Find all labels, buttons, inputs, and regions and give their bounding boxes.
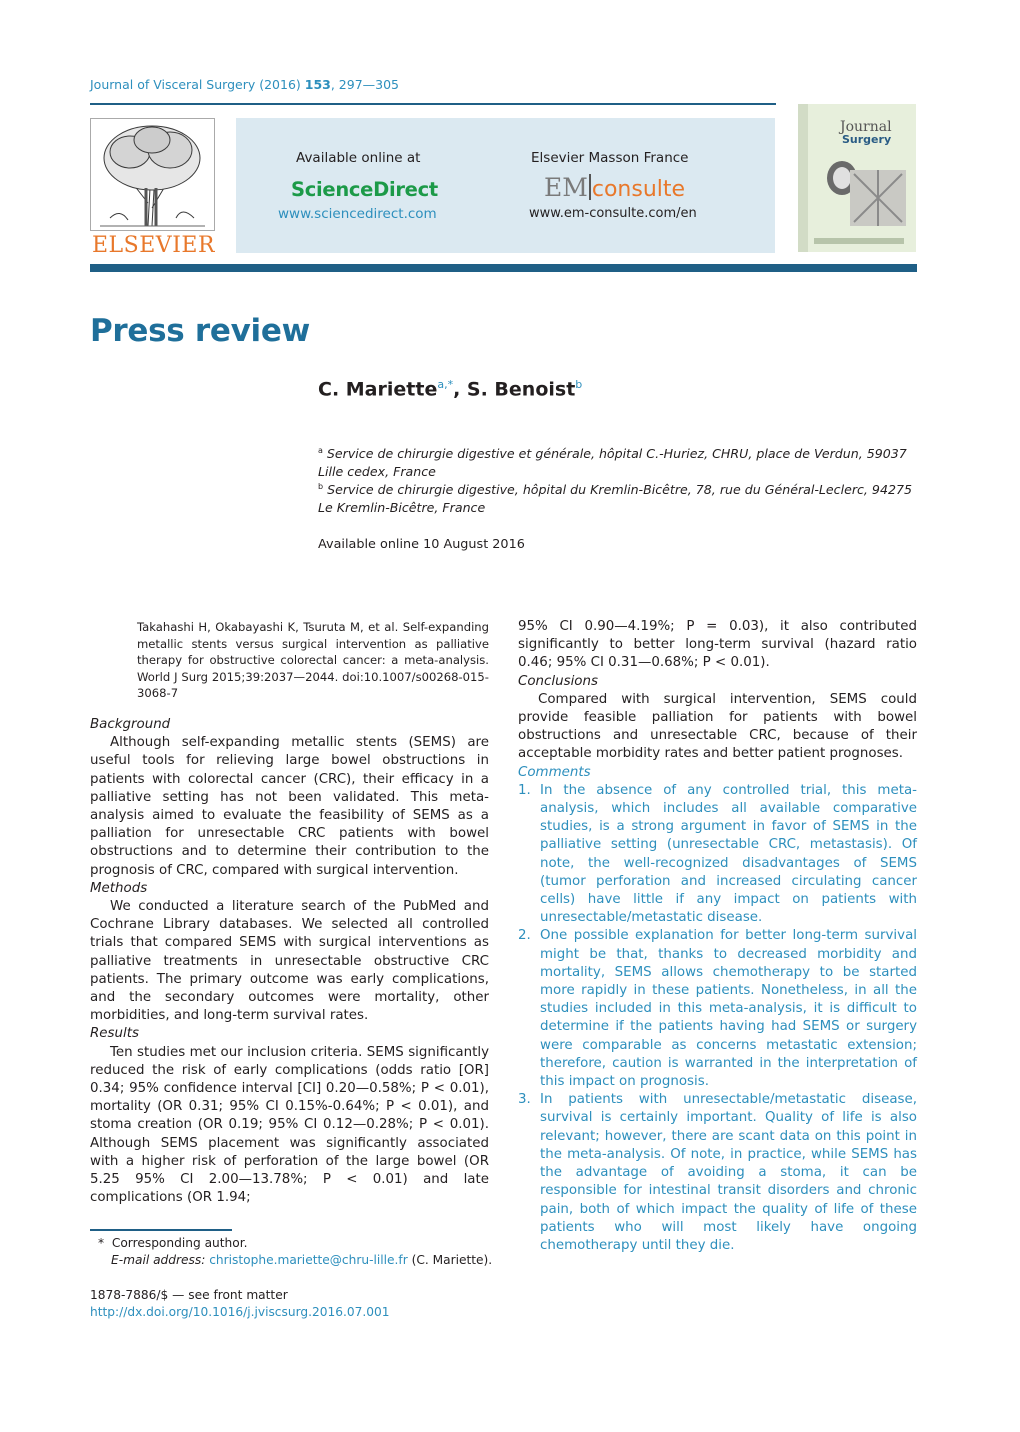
right-column [518, 618, 917, 1255]
results-paragraph: Ten studies met our inclusion criteria. SEMS significantly reduced the risk of early complications (odds ratio [OR] 0.34; 95% confidence interval [CI] 0.20—0.58%; P < 0.01), mortality (OR 0.31; 95% CI 0.15%-0.64%; P < 0.01), and stoma creation (OR 0.19; 95% CI 0.12—0.28%; P < 0.01). Although SEMS placement was significantly associated with a higher risk of perforation of the large bowel (OR 5.25 95% CI 2.00—13.78%; P < 0.01) and late complications (OR 1.94; [90, 1044, 489, 1206]
comment-text: One possible explanation for better long-term survival might be that, thanks to decreased morbidity and mortality, SEMS allows chemotherapy to be started more rapidly in these patients. Nonetheless, in all the studies included in this meta-analysis, it is difficult to determine if the patients having had SEMS or surgery were comparable as concerns metastatic extension; therefore, caution is warranted in the interpretation of this impact on prognosis. [540, 928, 917, 1090]
header-thick-rule [90, 264, 917, 272]
emconsulte-logo[interactable] [544, 173, 685, 202]
affiliation-b-mark: b [318, 482, 324, 491]
author-benoist-affil[interactable]: b [575, 378, 583, 391]
results-heading: Results [90, 1026, 139, 1042]
email-link[interactable]: christophe.mariette@chru-lille.fr [209, 1253, 408, 1267]
elsevier-logo[interactable] [90, 118, 215, 255]
footnote-rule [90, 1229, 232, 1231]
email-note [111, 1252, 511, 1269]
sciencedirect-logo[interactable]: ScienceDirect [291, 178, 438, 201]
background-heading: Background [90, 717, 171, 732]
comment-text: In the absence of any controlled trial, this meta-analysis, which includes all available comparative studies, is a strong argument in favor of SEMS in the palliative setting (unresectable CRC, metastasis). Of note, the well-recognized disadvantages of SEMS (tumor perforation and increased circulating cancer cells) have little if any impact on patients with unresectable/metastatic disease. [540, 782, 917, 926]
author-benoist[interactable]: , S. Benoist [453, 378, 576, 401]
comment-number: 3. [518, 1092, 531, 1108]
comments-list [518, 782, 917, 1255]
corresponding-author-note [98, 1235, 498, 1252]
available-online-label: Available online at [296, 150, 421, 166]
comment-item [518, 927, 917, 1091]
author-mariette[interactable]: C. Mariette [318, 378, 438, 401]
results-continuation: 95% CI 0.90—4.19%; P = 0.03), it also contributed significantly to better long-term survival (hazard ratio 0.46; 95% CI 0.31—0.68%; P < 0.01). [518, 619, 917, 671]
methods-heading: Methods [90, 880, 148, 896]
comment-item [518, 1091, 917, 1255]
emconsulte-link[interactable]: www.em-consulte.com/en [529, 206, 697, 221]
affiliation-a-mark: a [318, 446, 323, 455]
issn-line: 1878-7886/$ — see front matter [90, 1288, 288, 1302]
publisher-label: Elsevier Masson France [531, 150, 689, 166]
methods-paragraph: We conducted a literature search of the PubMed and Cochrane Library databases. We selected all controlled trials that compared SEMS with surgical interventions as palliative treatments in unresectable obstructive CRC patients. The primary outcome was early complications, and the secondary outcomes were mortality, other morbidities, and long-term survival rates. [90, 899, 489, 1024]
conclusions-heading: Conclusions [518, 673, 598, 689]
background-paragraph: Although self-expanding metallic stents (SEMS) are useful tools for relieving large bowel obstructions in patients with colorectal cancer (CRC), their efficacy in a palliative setting has not been validated. This meta-analysis aimed to evaluate the feasibility of SEMS as a palliation for unresectable CRC patients with bowel obstructions and to determine their contribution to the prognosis of CRC, compared with surgical intervention. [90, 735, 489, 878]
email-owner: (C. Mariette). [407, 1253, 493, 1267]
doi-link[interactable]: http://dx.doi.org/10.1016/j.jviscsurg.2016.07.001 [90, 1305, 390, 1319]
comment-number: 1. [518, 782, 531, 798]
footnote-mark: * [98, 1236, 105, 1250]
affiliation-b-text: Service de chirurgie digestive, hôpital du Kremlin-Bicêtre, 78, rue du Général-Leclerc, 94275 Le Kremlin-Bicêtre, France [318, 482, 912, 516]
affiliation-b [318, 478, 918, 517]
journal-cover-image [798, 104, 916, 252]
elsevier-wordmark: ELSEVIER [92, 233, 215, 255]
header-rule [90, 103, 776, 105]
cover-title-journal: Journal [840, 119, 892, 135]
reference-citation: Takahashi H, Okabayashi K, Tsuruta M, et al. Self-expanding metallic stents versus surgical intervention as palliative therapy for obstructive colorectal cancer: a meta-analysis. World J Surg 2015;39:2037—2044. doi:10.1007/s00268-015-3068-7 [137, 620, 489, 700]
em-letters: EM [544, 173, 588, 202]
author-mariette-affil[interactable]: a,* [437, 378, 454, 391]
cover-title-surgery: Surgery [842, 133, 892, 146]
comment-number: 2. [518, 928, 531, 944]
author-list [318, 378, 582, 400]
email-label: E-mail address: [111, 1253, 210, 1267]
comment-item [518, 782, 917, 928]
journal-cover[interactable] [798, 104, 916, 252]
elsevier-tree-icon [90, 118, 215, 255]
affiliation-a-text: Service de chirurgie digestive et générale, hôpital C.-Huriez, CHRU, place de Verdun, 59037 Lille cedex, France [318, 446, 907, 480]
corresponding-author-label: Corresponding author. [111, 1236, 248, 1250]
comments-heading: Comments [518, 764, 591, 780]
affiliation-a [318, 442, 918, 481]
section-title: Press review [90, 313, 310, 349]
journal-pages: , 297—305 [330, 77, 400, 92]
journal-citation[interactable] [90, 77, 399, 92]
journal-name: Journal of Visceral Surgery (2016) [90, 77, 305, 92]
left-column [90, 716, 489, 1207]
consulte-word: consulte [591, 177, 686, 202]
available-online-date: Available online 10 August 2016 [318, 537, 525, 552]
journal-volume: 153 [304, 77, 331, 92]
logo-divider [589, 174, 591, 200]
sciencedirect-link[interactable]: www.sciencedirect.com [278, 206, 437, 222]
comment-text: In patients with unresectable/metastatic disease, survival is certainly important. Quality of life is also relevant; however, there are scant data on this point in the meta-analysis. Of note, in practice, while SEMS has the advantage of avoiding a stoma, it can be responsible for intestinal transit disorders and chronic pain, both of which impact the quality of life of these patients who will most likely have ongoing chemotherapy until they die. [540, 1092, 917, 1253]
conclusions-paragraph: Compared with surgical intervention, SEMS could provide feasible palliation for patients with bowel obstructions and unresectable CRC, because of their acceptable morbidity rates and better patient prognoses. [518, 691, 917, 762]
